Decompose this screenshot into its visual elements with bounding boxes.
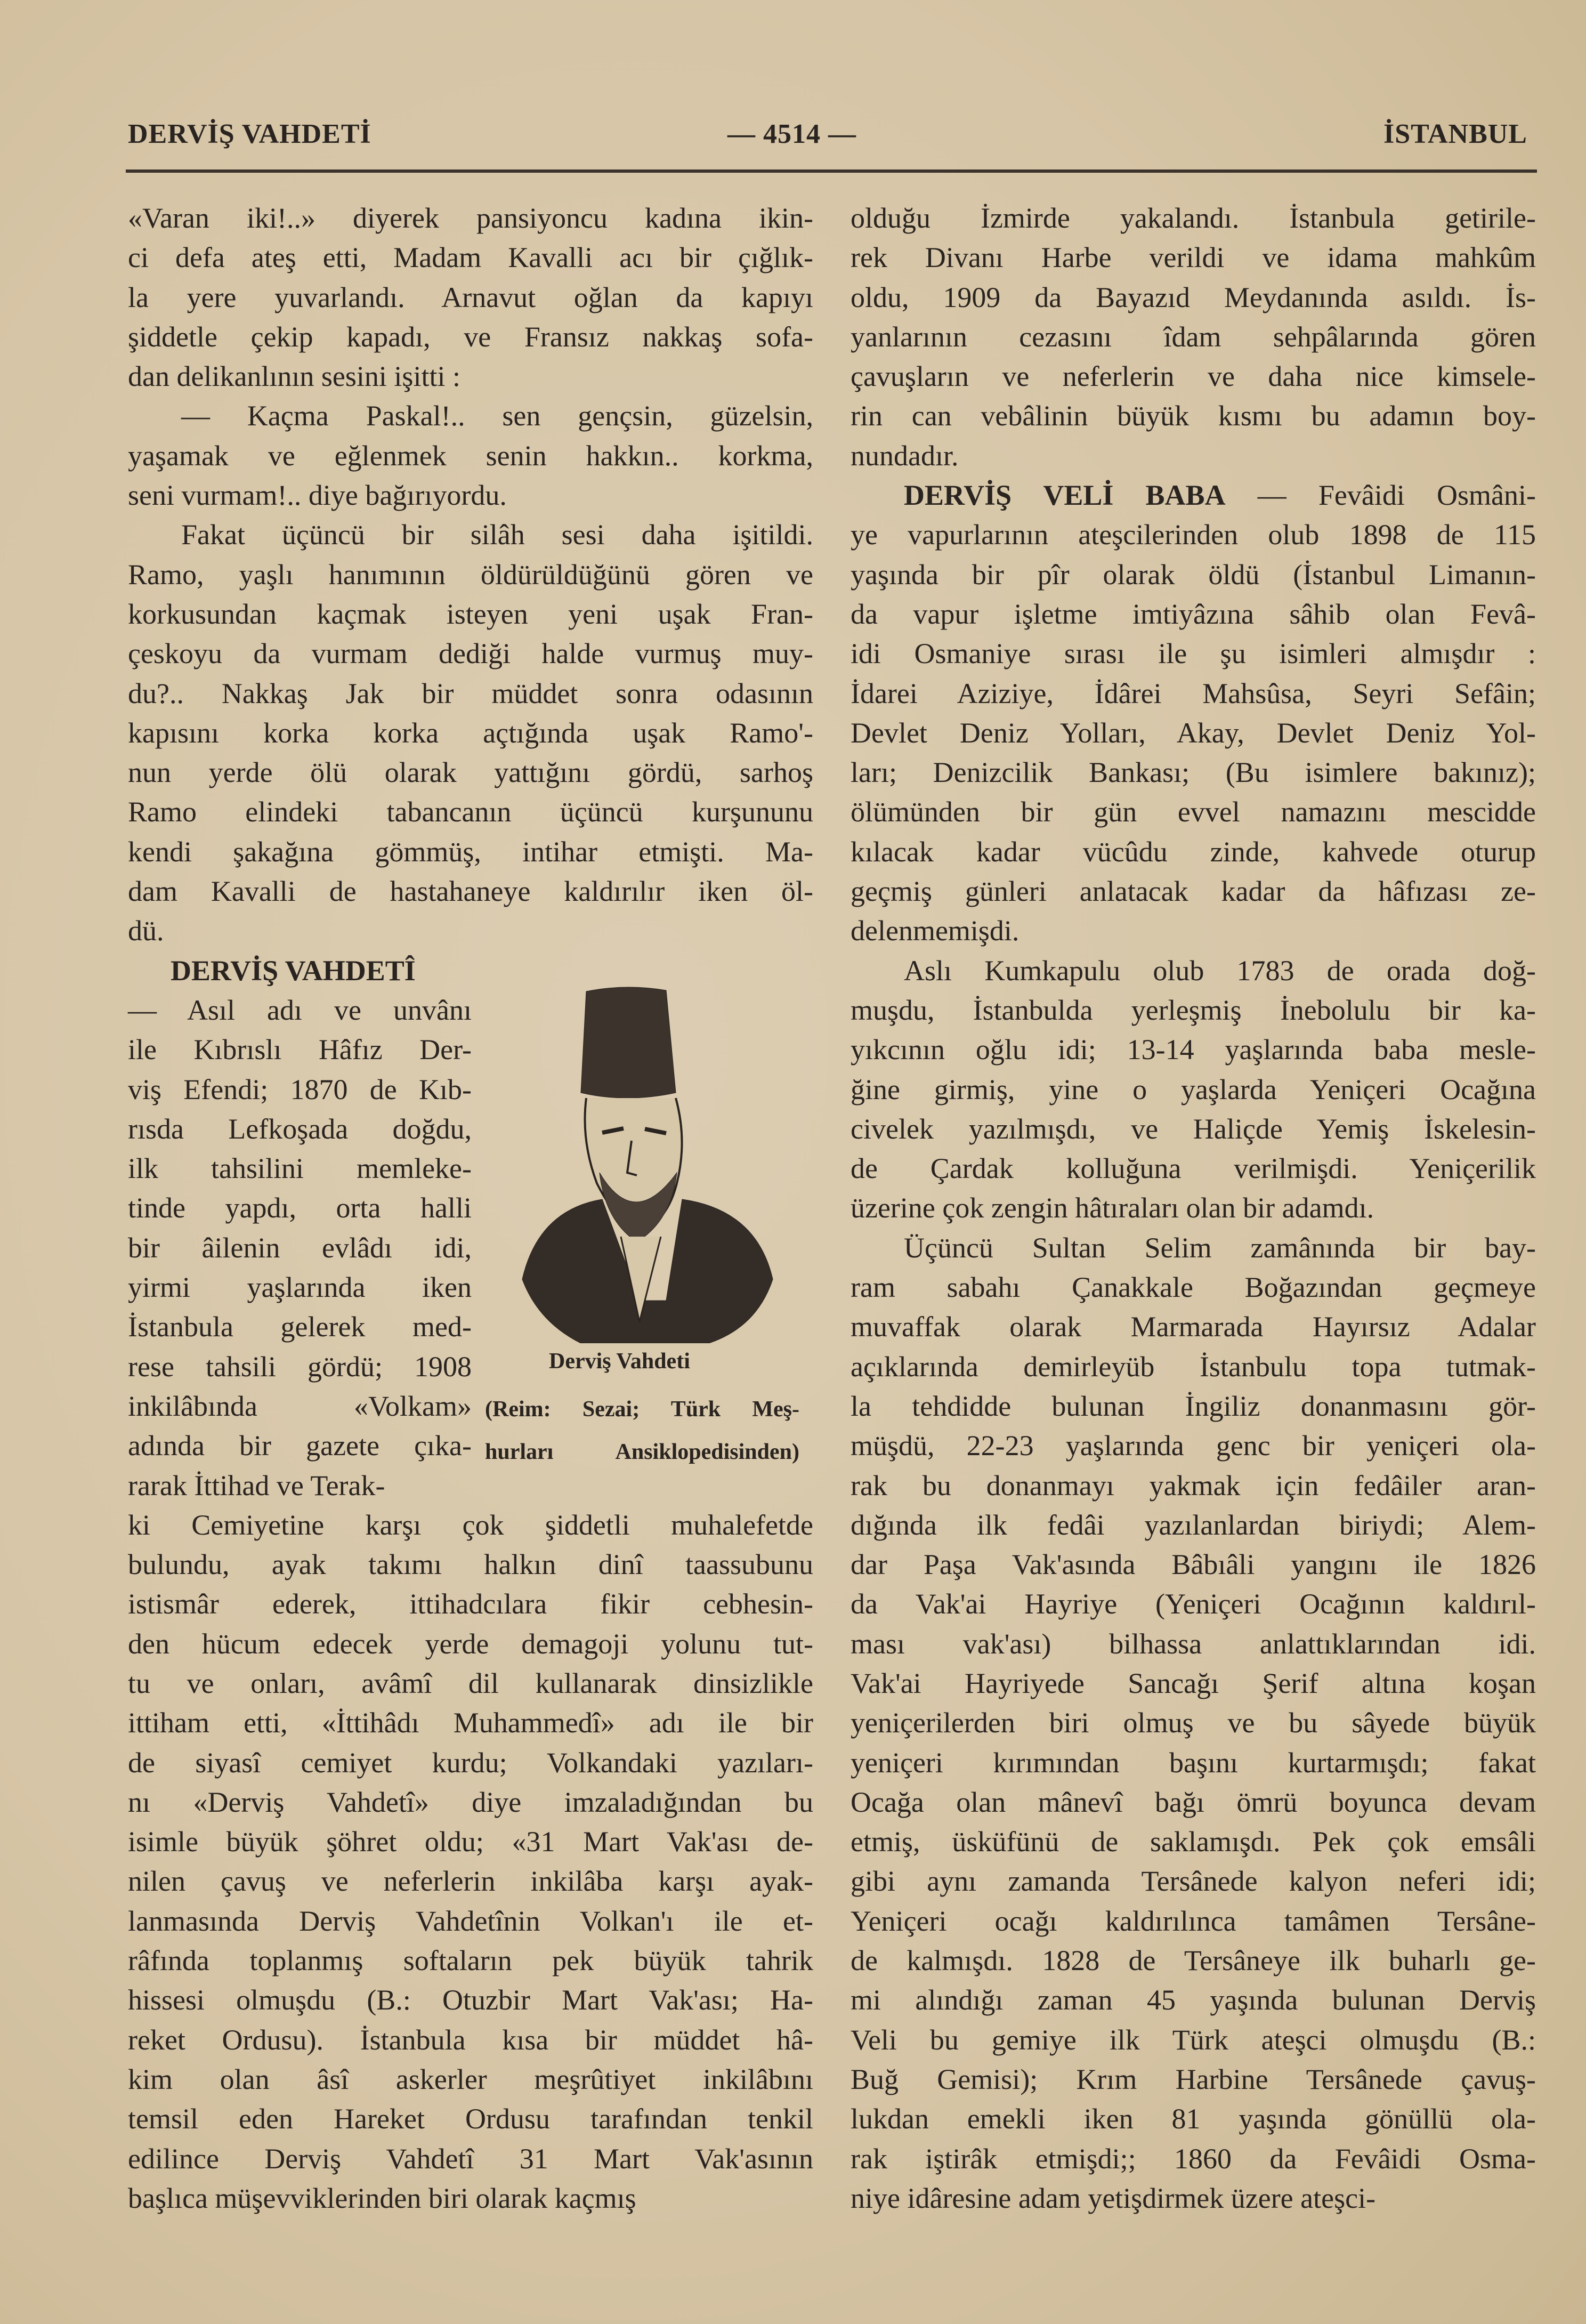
text-line: açıklarında demirleyüb İstanbulu topa tutmak- [851,1350,1536,1383]
text-line: rak iştirâk etmişdi;; 1860 da Fevâidi Osma- [851,2142,1536,2175]
text-line: yanlarının cezasını îdam sehpâlarında gören [851,320,1536,353]
text-line: «Varan iki!..» diyerek pansiyoncu kadına ikin- [128,202,813,234]
text-line: — Kaçma Paskal!.. sen gençsin, güzelsin, [181,400,813,432]
text-line: delenmemişdi. [851,915,1019,947]
text-line: yeniçeri kırımından başını kurtarmışdı; fakat [851,1746,1536,1779]
text-line: da Vak'ai Hayriye (Yeniçeri Ocağının kaldırıl- [851,1588,1536,1620]
running-head-title: DERVİŞ VAHDETİ [128,119,371,149]
text-line: yaşında bir pîr olarak öldü (İstanbul Limanın- [851,558,1536,591]
paragraph [851,1228,1536,2218]
text-line: bir âilenin evlâdı idi, [128,1231,472,1264]
right-column [851,198,1536,2218]
text-line: dar Paşa Vak'asında Bâbıâli yangını ile 1826 [851,1548,1536,1581]
text-line: müşdü, 22-23 yaşlarında genc bir yeniçeri ola- [851,1430,1536,1462]
text-line: çavuşların ve neferlerin ve daha nice kimsele- [851,360,1536,393]
text-line: dan delikanlının sesini işitti : [128,360,460,393]
figure-credit-line: (Reim: Sezai; Türk Meş- [485,1397,799,1422]
text-line: dü. [128,915,164,947]
text-line: kapısını korka korka açtığında uşak Ramo'- [128,716,813,749]
text-line: civelek yazılmışdı, ve Haliçde Yemiş İskelesin- [851,1112,1536,1145]
text-line: ram sabahı Çanakkale Boğazından geçmeye [851,1271,1536,1304]
text-line: ilk tahsilini memleke- [128,1152,472,1185]
text-line: Fakat üçüncü bir silâh sesi daha işitildi. [181,519,813,551]
text-line: inkilâbında «Volkam» [128,1390,472,1422]
text-line: muvaffak olarak Marmarada Hayırsız Adalar [851,1311,1536,1343]
text-line: korkusundan kaçmak isteyen yeni uşak Fran- [128,598,813,630]
paragraph [851,198,1536,475]
text-line: ğine girmiş, yine o yaşlarda Yeniçeri Ocağına [851,1073,1536,1105]
text-line: kendi şakağına gömmüş, intihar etmişti. Ma- [128,835,813,868]
paragraph [128,515,813,950]
text-line: Ramo elindeki tabancanın üçüncü kurşununu [128,796,813,828]
text-line: olduğu İzmirde yakalandı. İstanbula getirile- [851,202,1536,234]
text-line: viş Efendi; 1870 de Kıb- [128,1073,472,1105]
text-line: rin can vebâlinin büyük kısmı bu adamın boy- [851,400,1536,432]
text-line: isimle büyük şöhret oldu; «31 Mart Vak'ası de- [128,1826,813,1858]
text-line: tu ve onları, avâmî dil kullanarak dinsizlikle [128,1667,813,1699]
text-line: şiddetle çekip kapadı, ve Fransız nakkaş sofa- [128,320,813,353]
text-line: bulundu, ayak takımı halkın dinî taassubunu [128,1548,813,1581]
text-line: kılacak kadar vücûdu zinde, kahvede oturup [851,835,1536,868]
text-span: — Fevâidi Osmâni- [1257,479,1536,512]
text-line: niye idâresine adam yetişdirmek üzere ateşci- [851,2182,1376,2214]
text-line: muşdu, İstanbulda yerleşmiş İnebolulu bir ka- [851,994,1536,1026]
text-line: nundadır. [851,439,959,472]
text-line: rısda Lefkoşada doğdu, [128,1112,472,1145]
entry-heading: DERVİŞ VELİ BABA [904,479,1226,512]
text-line: seni vurmam!.. diye bağırıyordu. [128,479,507,512]
text-line: İstanbula gelerek med- [128,1311,472,1343]
paragraph [851,951,1536,1228]
text-line: çeskoyu da vurmam dediği halde vurmuş muy- [128,638,813,670]
paragraph [128,1505,813,2218]
text-line: Aslı Kumkapulu olub 1783 de orada doğ- [904,954,1536,987]
text-line: rek Divanı Harbe verildi ve idama mahkûm [851,241,1536,274]
text-line: la tehdidde bulunan İngiliz donanmasını gör- [851,1390,1536,1422]
text-line: temsil eden Hareket Ordusu tarafından tenkil [128,2103,813,2135]
text-line: yirmi yaşlarında iken [128,1271,472,1304]
text-line: nun yerde ölü olarak yattığını gördü, sarhoş [128,756,813,789]
running-head-section: İSTANBUL [1383,119,1527,149]
text-line: rese tahsili gördü; 1908 [128,1350,472,1383]
figure-caption: Derviş Vahdeti [549,1349,690,1374]
text-line: nı «Derviş Vahdetî» diye imzaladığından bu [128,1786,813,1818]
text-line: ile Kıbrıslı Hâfız Der- [128,1034,472,1066]
header-rule [126,170,1537,173]
text-line: ye vapurlarının ateşcilerinden olub 1898 de 115 [851,519,1536,551]
text-line: İdarei Aziziye, İdârei Mahsûsa, Seyri Sefâin; [851,677,1536,709]
text-line: Yeniçeri ocağı kaldırılınca tamâmen Tersâne- [851,1905,1536,1937]
text-line: hissesi olmuşdu (B.: Otuzbir Mart Vak'ası; Ha- [128,1984,813,2016]
text-line: ölümünden bir gün evvel namazını mescidde [851,796,1536,828]
text-line: adında bir gazete çıka- [128,1430,472,1462]
text-line: ittiham etti, «İttihâdı Muhammedî» adı ile bir [128,1707,813,1739]
portrait-engraving [506,981,783,1343]
text-line: lanmasında Derviş Vahdetînin Volkan'ı ile et- [128,1905,813,1937]
entry-dervis-veli-baba [851,475,1536,951]
figure-credit-line: hurları Ansiklopedisinden) [485,1440,799,1464]
text-line: du?.. Nakkaş Jak bir müddet sonra odasının [128,677,813,709]
text-line: Vak'ai Hayriyede Sancağı Şerif altına koşan [851,1667,1536,1699]
text-line: rak bu donanmayı yakmak için fedâiler aran- [851,1469,1536,1502]
text-line: tinde yapdı, orta halli [128,1192,472,1224]
text-line: de kalmışdı. 1828 de Tersâneye ilk buharlı ge- [851,1944,1536,1977]
text-line: gibi aynı zamanda Tersânede kalyon neferi idi; [851,1865,1536,1898]
text-line: etmiş, üsküfünü de saklamışdı. Pek çok emsâli [851,1826,1536,1858]
text-line: geçmiş günleri anlatacak kadar da hâfızası ze- [851,875,1536,908]
text-line: oldu, 1909 da Bayazıd Meydanında asıldı. İs- [851,281,1536,313]
text-line: lukdan emekli iken 81 yaşında gönüllü ola- [851,2103,1536,2135]
text-line: dığında ilk fedâi yazılanlardan biriydi; Alem- [851,1508,1536,1541]
text-line: yeniçerilerden biri olmuş ve bu sâyede büyük [851,1707,1536,1739]
text-line: Ramo, yaşlı hanımının öldürüldüğünü gören ve [128,558,813,591]
text-line: mi alındığı zaman 45 yaşında bulunan Derviş [851,1984,1536,2016]
text-line: râfında toplanmış softaların pek büyük tahrik [128,1944,813,1977]
text-line [851,475,1536,515]
text-line: ci defa ateş etti, Madam Kavalli acı bir çığlık- [128,241,813,274]
text-line: yıkcının oğlu idi; 13-14 yaşlarında baba mesle- [851,1034,1536,1066]
text-line: ması vak'ası) bilhassa anlattıklarından idi. [851,1627,1536,1660]
text-line: — Asıl adı ve unvânı [128,994,472,1026]
text-line: ki Cemiyetine karşı çok şiddetli muhalefetde [128,1508,813,1541]
text-line: Üçüncü Sultan Selim zamânında bir bay- [904,1231,1536,1264]
text-line: istismâr ederek, ittihadcılara fikir cebhesin- [128,1588,813,1620]
text-line: edilince Derviş Vahdetî 31 Mart Vak'asının [128,2142,813,2175]
text-line: la yere yuvarlandı. Arnavut oğlan da kapıyı [128,281,813,313]
text-line: üzerine çok zengin hâtıraları olan bir adamdı. [851,1192,1374,1224]
text-line: Buğ Gemisi); Krım Harbine Tersânede çavuş- [851,2063,1536,2095]
text-line: başlıca müşevviklerinden biri olarak kaçmış [128,2182,636,2214]
text-line: Veli bu gemiye ilk Türk ateşci olmuşdu (B.: [851,2023,1536,2056]
text-line: kim olan âsî askerler meşrûtiyet inkilâbını [128,2063,813,2095]
text-line: yaşamak ve eğlenmek senin hakkın.. korkma, [128,439,813,472]
text-line: den hücum edecek yerde demagoji yolunu tut- [128,1627,813,1660]
text-line: da vapur işletme imtiyâzına sâhib olan Fevâ- [851,598,1536,630]
text-line: de Çardak kolluğuna verilmişdi. Yeniçerilik [851,1152,1536,1185]
text-line: Devlet Deniz Yolları, Akay, Devlet Deniz Yol- [851,716,1536,749]
text-line: reket Ordusu). İstanbula kısa bir müddet hâ- [128,2023,813,2056]
page-number: — 4514 — [727,119,856,149]
text-line: nilen çavuş ve neferlerin inkilâba karşı ayak- [128,1865,813,1898]
text-line: ları; Denizcilik Bankası; (Bu isimlere bakınız); [851,756,1536,789]
paragraph [128,198,813,396]
text-line: dam Kavalli de hastahaneye kaldırılır iken öl- [128,875,813,908]
text-line: de siyasî cemiyet kurdu; Volkandaki yazıları- [128,1746,813,1779]
text-line: rarak İttihad ve Terak- [128,1469,385,1502]
text-line: Ocağa olan mânevî bağı ömrü boyunca devam [851,1786,1536,1818]
paragraph [128,396,813,515]
text-line: idi Osmaniye sırası ile şu isimleri almışdır : [851,638,1536,670]
entry-heading: DERVİŞ VAHDETÎ [171,954,416,987]
